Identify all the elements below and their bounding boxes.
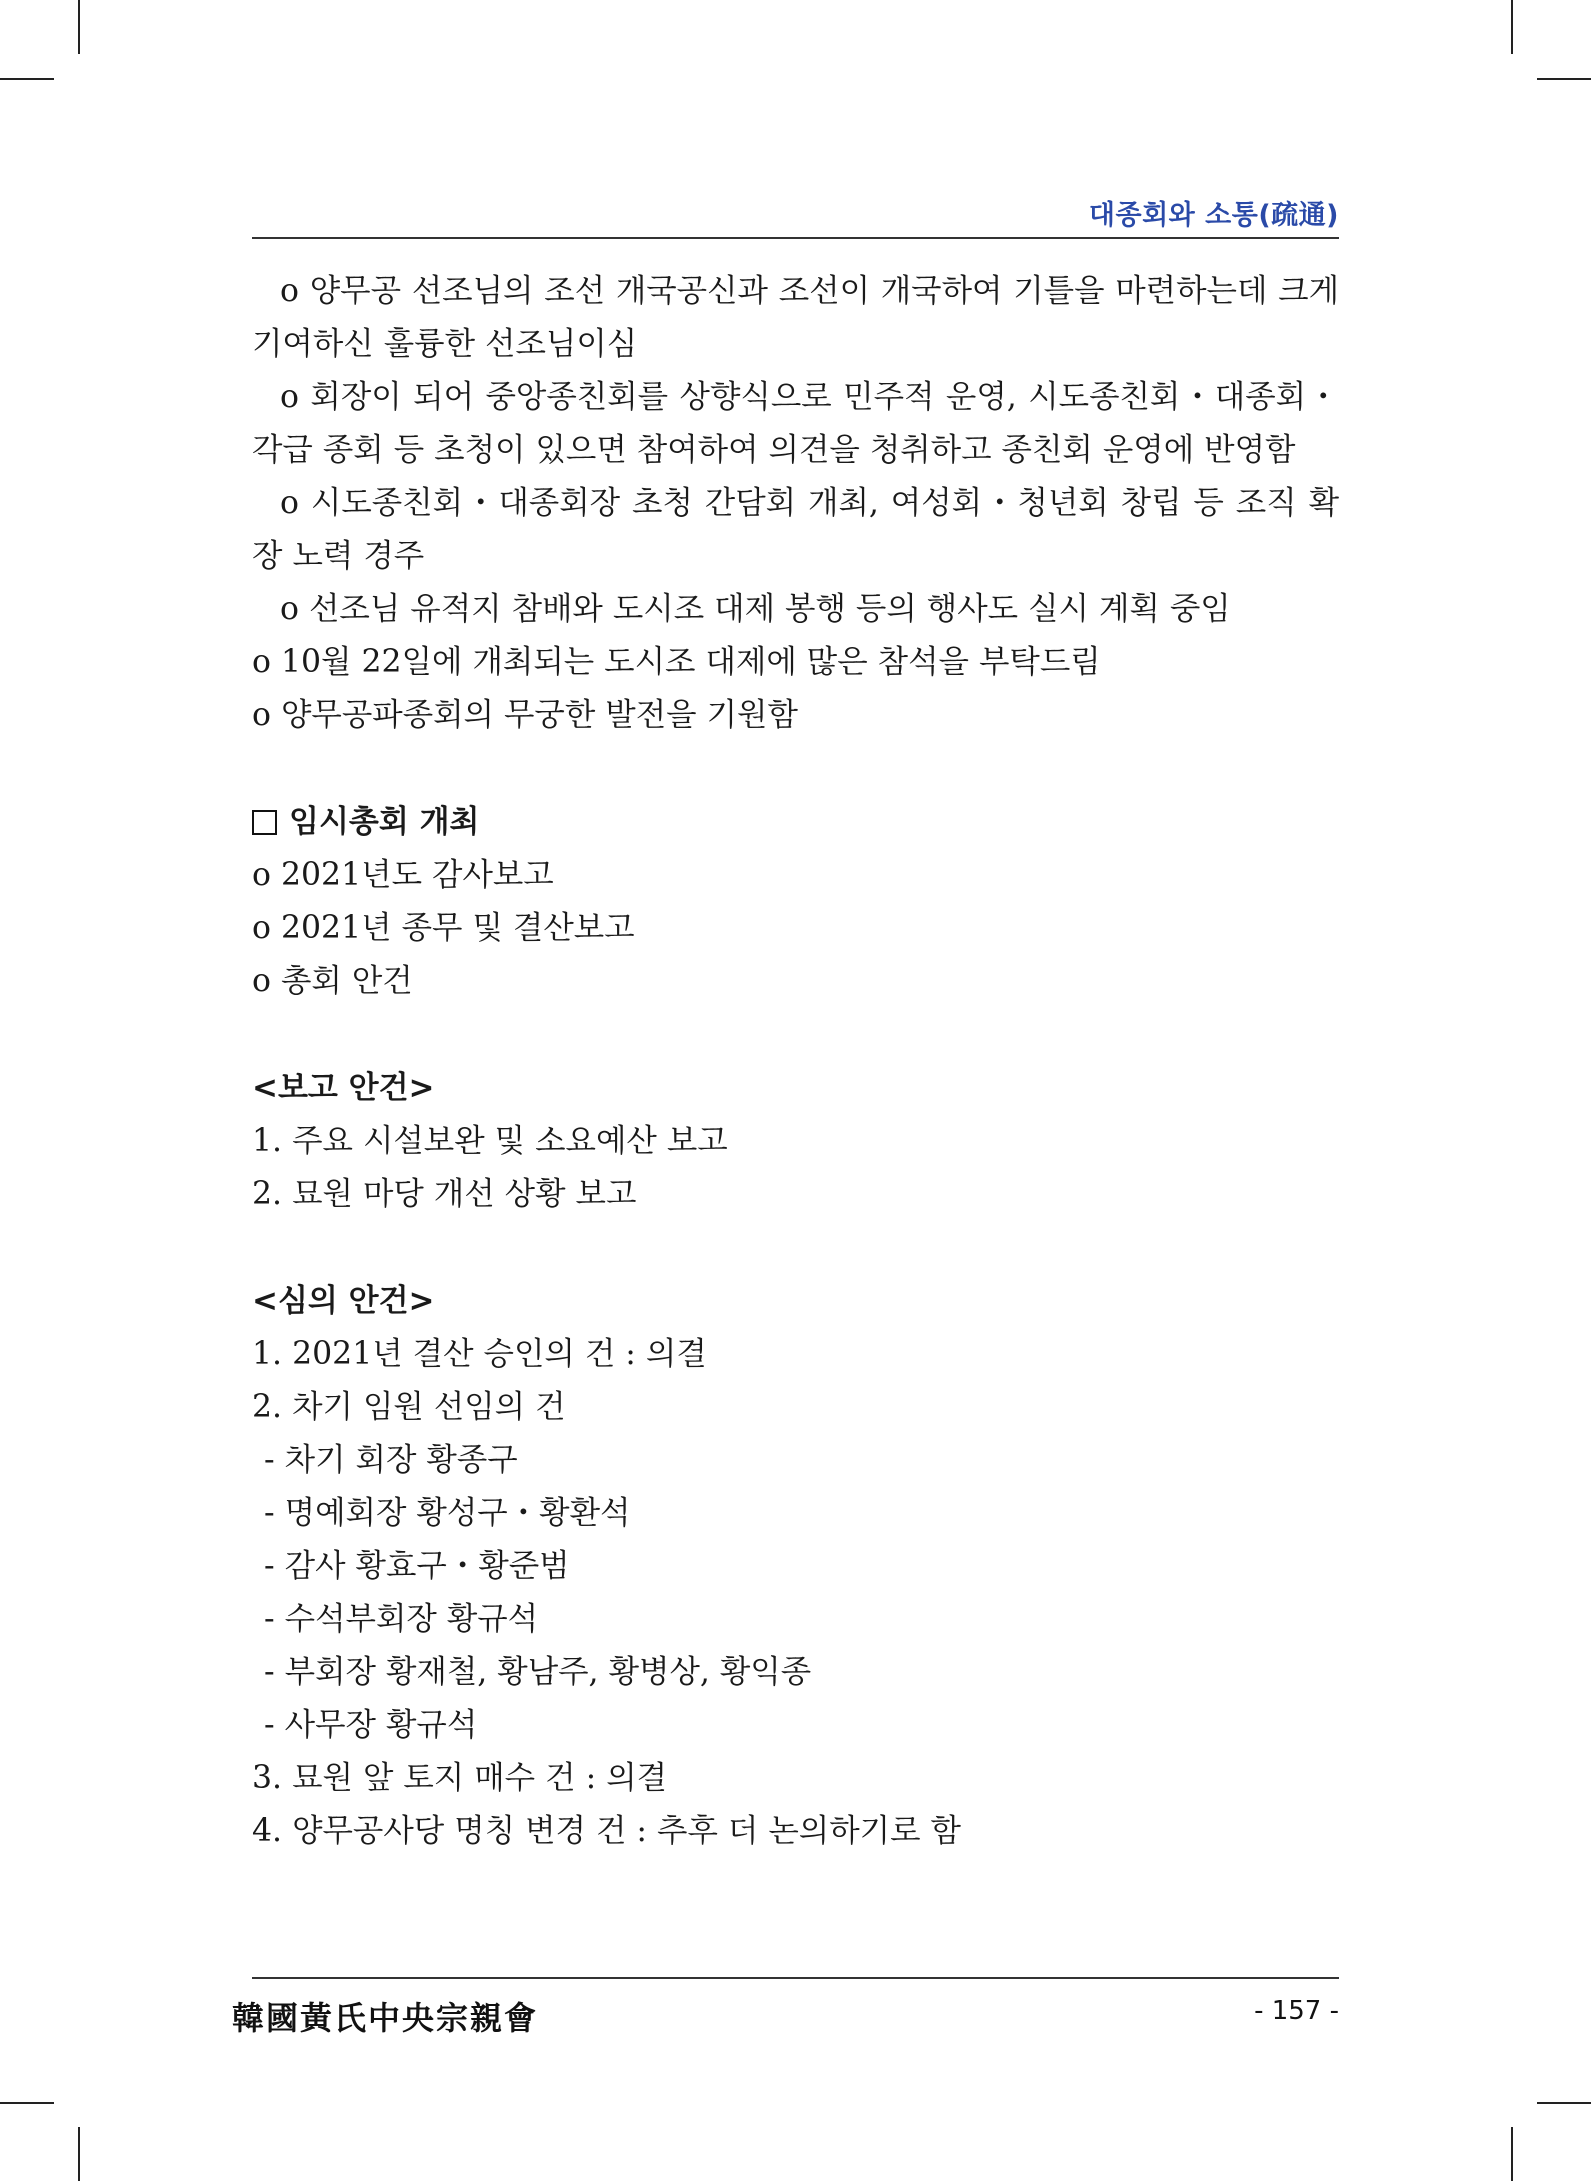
footer-rule [252,1977,1339,1979]
crop-mark [1537,2102,1591,2104]
crop-mark [1537,78,1591,80]
deliberation-heading: <심의 안건> [252,1283,435,1319]
paragraph: o 시도종친회・대종회장 초청 간담회 개최, 여성회・청년회 창립 등 조직 확장 노력 경주 [252,485,1339,574]
page-content [252,265,1339,1858]
list-item: 2. 차기 임원 선임의 건 [252,1389,566,1425]
paragraph: o 양무공 선조님의 조선 개국공신과 조선이 개국하여 기틀을 마련하는데 크게 기여하신 훌륭한 선조님이심 [252,273,1339,362]
page-number: - 157 - [1254,1996,1339,2026]
organization-name: 韓國黃氏中央宗親會 [232,1999,539,2037]
crop-mark [0,2102,54,2104]
list-item: 4. 양무공사당 명칭 변경 건 : 추후 더 논의하기로 함 [252,1813,961,1849]
crop-mark [1511,0,1513,54]
list-item: 2. 묘원 마당 개선 상황 보고 [252,1176,637,1212]
header-rule [252,237,1339,239]
report-heading: <보고 안건> [252,1070,435,1106]
list-item: o 양무공파종회의 무궁한 발전을 기원함 [252,697,798,733]
list-item: 1. 주요 시설보완 및 소요예산 보고 [252,1123,728,1159]
checkbox-icon [252,810,277,835]
crop-mark [78,0,80,54]
list-item: o 2021년도 감사보고 [252,857,554,893]
sub-list-item: - 부회장 황재철, 황남주, 황병상, 황익종 [264,1654,812,1690]
list-item: o 2021년 종무 및 결산보고 [252,910,635,946]
sub-list-item: - 사무장 황규석 [264,1707,478,1743]
sub-list-item: - 감사 황효구・황준범 [264,1548,570,1584]
sub-list-item: - 명예회장 황성구・황환석 [264,1495,631,1531]
list-item: 1. 2021년 결산 승인의 건 : 의결 [252,1336,707,1372]
list-item: o 10월 22일에 개최되는 도시조 대제에 많은 참석을 부탁드림 [252,644,1101,680]
sub-list-item: - 차기 회장 황종구 [264,1442,518,1478]
running-header: 대종회와 소통(疏通) [1088,200,1339,231]
crop-mark [1511,2127,1513,2181]
list-item: 3. 묘원 앞 토지 매수 건 : 의결 [252,1760,668,1796]
paragraph: o 회장이 되어 중앙종친회를 상향식으로 민주적 운영, 시도종친회・대종회・각급 종회 등 초청이 있으면 참여하여 의견을 청취하고 종친회 운영에 반영함 [252,379,1339,468]
paragraph: o 선조님 유적지 참배와 도시조 대제 봉행 등의 행사도 실시 계획 중임 [280,591,1231,627]
sub-list-item: - 수석부회장 황규석 [264,1601,539,1637]
list-item: o 총회 안건 [252,963,413,999]
crop-mark [0,78,54,80]
section-heading: 임시총회 개최 [252,796,1339,849]
crop-mark [78,2127,80,2181]
